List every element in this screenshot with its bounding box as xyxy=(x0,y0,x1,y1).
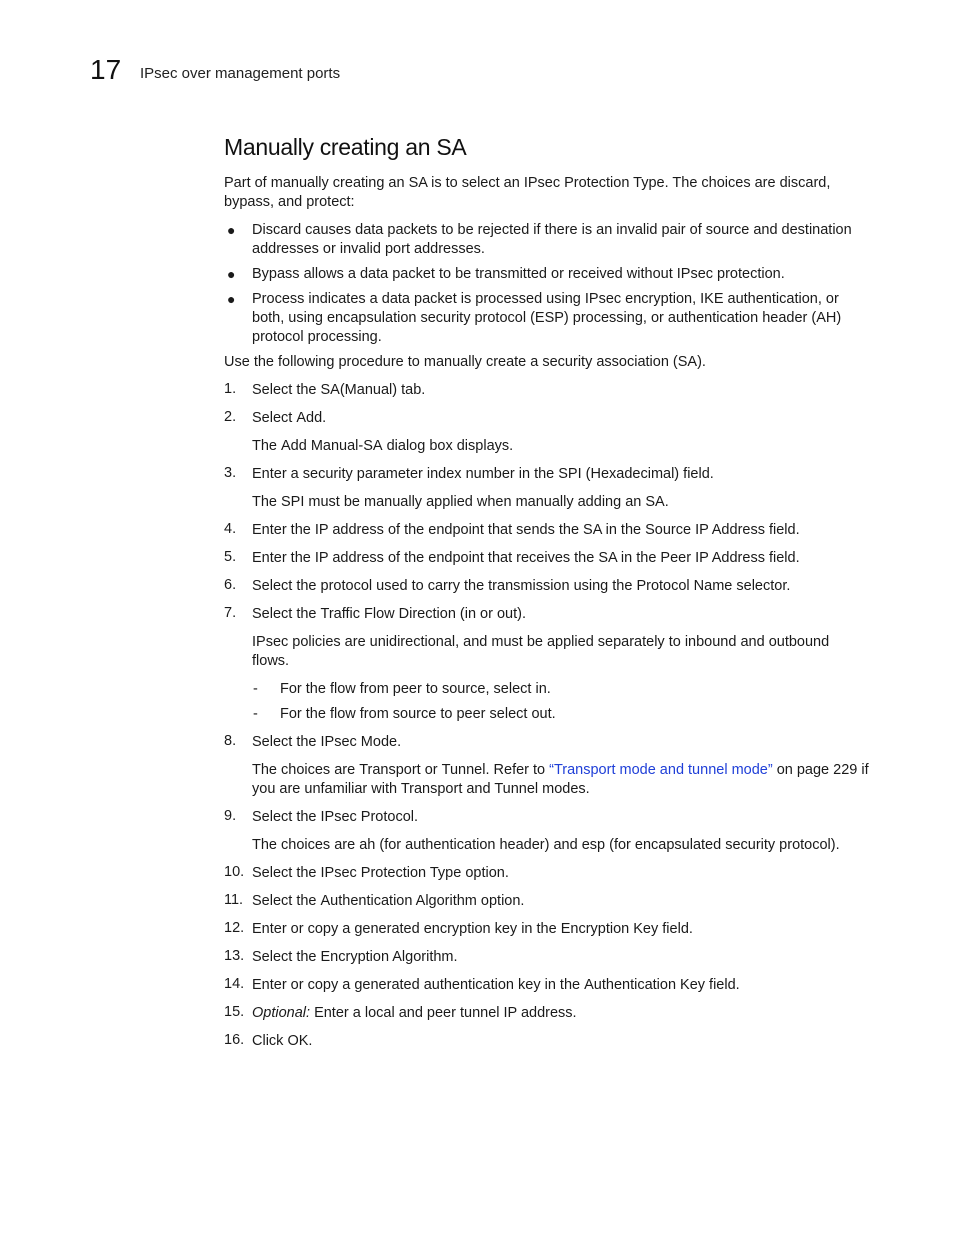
list-item: - For the flow from source to peer select out. xyxy=(253,706,556,722)
step-13: 13. Select the Encryption Algorithm. xyxy=(224,948,458,965)
step-2: 2. Select Add. The Add Manual-SA dialog box displays. xyxy=(224,409,514,454)
protection-type-list xyxy=(224,221,869,347)
step-15: 15. Optional: Enter a local and peer tunnel IP address. xyxy=(224,1004,577,1021)
step-12: 12. Enter or copy a generated encryption key in the Encryption Key field. xyxy=(224,920,693,937)
section-title: Manually creating an SA xyxy=(224,134,467,160)
step-7: 7. Select the Traffic Flow Direction (in or out). IPsec policies are unidirectional, and must be applied separately to inbound and outbound flows. - For the flow from peer to source, select in. - For the flow from source to peer select out. xyxy=(224,605,869,724)
chapter-title: IPsec over management ports xyxy=(140,65,341,82)
bullet-icon: ● xyxy=(227,266,236,282)
step-6: 6. Select the protocol used to carry the transmission using the Protocol Name selector. xyxy=(224,577,791,594)
intro-paragraph: Part of manually creating an SA is to select an IPsec Protection Type. The choices are discard, bypass, and protect: xyxy=(224,175,831,210)
list-item: - For the flow from peer to source, select in. xyxy=(253,681,551,697)
main-content xyxy=(224,128,869,1060)
transport-mode-link[interactable]: “Transport mode and tunnel mode” xyxy=(549,762,773,778)
step-8: 8. Select the IPsec Mode. The choices are Transport or Tunnel. Refer to “Transport mode and tunnel mode” on page 229 if you are unfamiliar with Transport and Tunnel modes. xyxy=(224,733,869,797)
procedure-intro: Use the following procedure to manually create a security association (SA). xyxy=(224,354,706,370)
list-item: ● Bypass allows a data packet to be transmitted or received without IPsec protection. xyxy=(227,266,785,282)
step-10: 10. Select the IPsec Protection Type option. xyxy=(224,864,509,881)
step-11: 11. Select the Authentication Algorithm option. xyxy=(224,892,525,909)
procedure-steps xyxy=(224,381,869,1051)
step-1: 1. Select the SA(Manual) tab. xyxy=(224,381,426,398)
step-14: 14. Enter or copy a generated authentication key in the Authentication Key field. xyxy=(224,976,740,993)
bullet-icon: ● xyxy=(227,291,236,307)
step-16: 16. Click OK. xyxy=(224,1032,313,1049)
bullet-icon: ● xyxy=(227,222,236,238)
list-item: ● Process indicates a data packet is processed using IPsec encryption, IKE authentication, or both, using encapsulation security protocol (ESP) processing, or authentication header (AH) protocol processing. xyxy=(227,291,842,345)
list-item: ● Discard causes data packets to be rejected if there is an invalid pair of source and destination addresses or invalid port addresses. xyxy=(227,222,852,257)
step-3: 3. Enter a security parameter index number in the SPI (Hexadecimal) field. The SPI must be manually applied when manually adding an SA. xyxy=(224,465,714,510)
flow-direction-list xyxy=(252,680,869,724)
step-9: 9. Select the IPsec Protocol. The choices are ah (for authentication header) and esp (for encapsulated security protocol). xyxy=(224,808,840,853)
chapter-number: 17 xyxy=(90,54,122,85)
step-4: 4. Enter the IP address of the endpoint that sends the SA in the Source IP Address field. xyxy=(224,521,800,538)
step-5: 5. Enter the IP address of the endpoint that receives the SA in the Peer IP Address field. xyxy=(224,549,800,566)
